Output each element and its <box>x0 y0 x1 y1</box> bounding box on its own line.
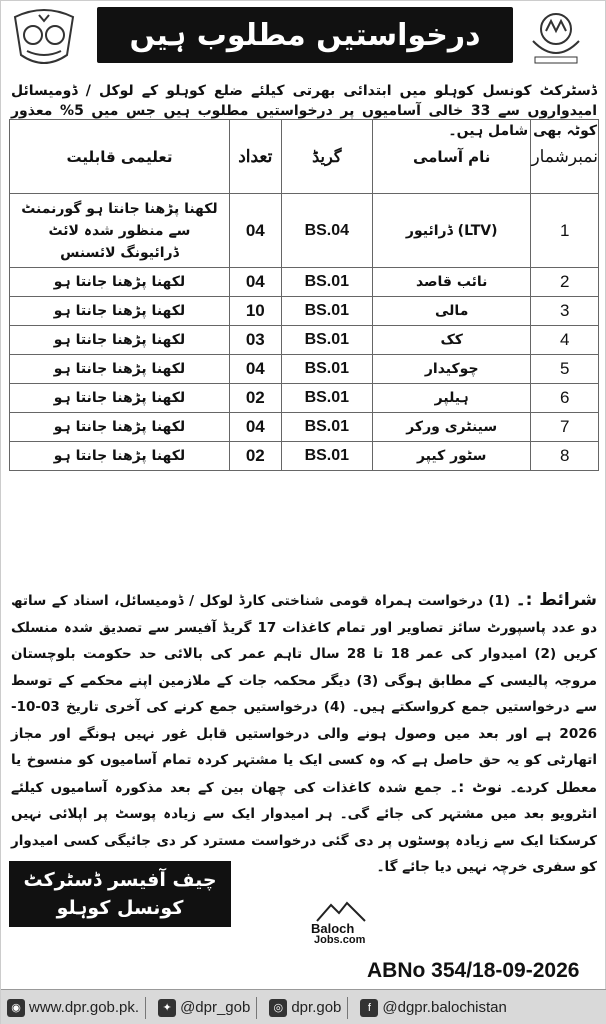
cell-post: ہیلپر <box>372 384 530 413</box>
cell-count: 04 <box>229 268 281 297</box>
cell-sno: 5 <box>531 355 599 384</box>
cell-education: لکھنا پڑھنا جانتا ہو <box>10 413 230 442</box>
cell-grade: BS.01 <box>281 355 372 384</box>
page-title: درخواستیں مطلوب ہیں <box>97 7 513 63</box>
cell-sno: 6 <box>531 384 599 413</box>
table-row <box>10 326 599 355</box>
website-text: www.dpr.gob.pk. <box>29 999 140 1016</box>
cell-sno: 1 <box>531 194 599 268</box>
footer-instagram[interactable] <box>269 999 341 1017</box>
facebook-text: @dgpr.balochistan <box>382 999 507 1016</box>
cell-count: 02 <box>229 384 281 413</box>
cell-education: لکھنا پڑھنا جانتا ہو <box>10 442 230 471</box>
cell-post: سٹور کیپر <box>372 442 530 471</box>
header-grade: گریڈ <box>281 120 372 194</box>
table-row <box>10 355 599 384</box>
cell-count: 10 <box>229 297 281 326</box>
header-education: تعلیمی قابلیت <box>10 120 230 194</box>
ad-number: ABNo 354/18-09-2026 <box>367 959 580 982</box>
table-row <box>10 442 599 471</box>
footer-facebook[interactable] <box>360 999 506 1017</box>
table-row <box>10 194 599 268</box>
cell-grade: BS.01 <box>281 413 372 442</box>
cell-grade: BS.01 <box>281 268 372 297</box>
header-post: نام آسامی <box>372 120 530 194</box>
district-emblem-icon <box>9 7 79 69</box>
intro-paragraph: ڈسٹرکٹ کونسل کوہلو میں ابتدائی بھرتی کیلئے ضلع کوہلو کے لوکل / ڈومیسائل امیدواروں سے 33 خالی آسامیوں پر درخواستیں مطلوب ہیں جس میں 5% معذور کوٹہ بھی شامل ہیں۔ <box>11 83 598 139</box>
cell-post: نائب قاصد <box>372 268 530 297</box>
note-text: جمع شدہ کاغذات کی چھان بین کے بعد مذکورہ آسامیوں کیلئے انٹرویو بعد میں مشتہر کی جائے گی۔ ہر امیدوار ایک سے زیادہ پوسٹ پر اپلائی نہیں کرسکتا ایک سے زیادہ پوسٹوں پر دی گئی درخواست مسترد کر دی جائیگی کسی امیدوار کو سفری خرچہ نہیں دیا جائے گا۔ <box>11 779 597 875</box>
table-row <box>10 384 599 413</box>
twitter-text: @dpr_gob <box>180 999 251 1016</box>
table-row <box>10 297 599 326</box>
cell-education: لکھنا پڑھنا جانتا ہو <box>10 355 230 384</box>
table-header-row <box>10 120 599 194</box>
cell-post: مالی <box>372 297 530 326</box>
note-label: نوٹ :۔ <box>449 777 503 796</box>
twitter-icon: ✦ <box>158 999 176 1017</box>
footer-divider <box>347 997 348 1019</box>
conditions-text: (1) درخواست ہمراہ قومی شناختی کارڈ لوکل / ڈومیسائل، اسناد کے ساتھ دو عدد پاسپورٹ سائز تصاویر اور تمام کاغذات 17 گریڈ آفیسر سے تصدیق شدہ منسلک کریں (2) امیدوار کی عمر 18 تا 28 سال تاہم عمر کی بالائی حد حکومت بلوچستان مروجہ پالیسی کے مطابق ہوگی (3) دیگر محکمہ جات کے ملازمین اپنے محکمے کے توسط سے درخواستیں جمع کرواسکتے ہیں۔ (4) درخواستیں جمع کرنے کی آخری تاریخ 03-10-2026 ہے اور بعد میں وصول ہونے والی درخواستیں قابل غور نہیں ہونگے اور مجاز اتھارٹی کو یہ حق حاصل ہے کہ وہ کسی ایک یا مشتہر کردہ تمام آسامیوں کو منسوخ یا معطل کردے۔ <box>11 593 597 796</box>
table-row <box>10 413 599 442</box>
signature-line-1: چیف آفیسر ڈسٹرکٹ <box>23 869 217 891</box>
cell-sno: 8 <box>531 442 599 471</box>
header-count: تعداد <box>229 120 281 194</box>
signature-block <box>9 861 231 927</box>
footer-divider <box>256 997 257 1019</box>
watermark-line-2: Jobs.com <box>314 934 366 946</box>
footer-twitter[interactable] <box>158 999 250 1017</box>
header-sno: نمبرشمار <box>531 120 599 194</box>
cell-count: 02 <box>229 442 281 471</box>
conditions-label: شرائط :۔ <box>515 590 597 610</box>
cell-grade: BS.01 <box>281 442 372 471</box>
footer-divider <box>145 997 146 1019</box>
cell-sno: 2 <box>531 268 599 297</box>
cell-count: 04 <box>229 355 281 384</box>
cell-sno: 3 <box>531 297 599 326</box>
facebook-icon: f <box>360 999 378 1017</box>
footer-bar <box>1 989 606 1024</box>
cell-count: 03 <box>229 326 281 355</box>
cell-sno: 7 <box>531 413 599 442</box>
signature-line-2: کونسل کوہلو <box>56 897 184 919</box>
cell-sno: 4 <box>531 326 599 355</box>
conditions-section <box>11 587 597 881</box>
cell-post: کک <box>372 326 530 355</box>
cell-post: (LTV) ڈرائیور <box>372 194 530 268</box>
cell-education: لکھنا پڑھنا جانتا ہو <box>10 384 230 413</box>
header <box>1 1 606 75</box>
balochistan-emblem-icon <box>521 7 591 69</box>
instagram-text: dpr.gob <box>291 999 342 1016</box>
watermark-line-1: Baloch <box>311 921 355 936</box>
instagram-icon: ◎ <box>269 999 287 1017</box>
cell-education: لکھنا پڑھنا جانتا ہو <box>10 268 230 297</box>
cell-grade: BS.01 <box>281 384 372 413</box>
cell-grade: BS.01 <box>281 326 372 355</box>
cell-grade: BS.04 <box>281 194 372 268</box>
cell-count: 04 <box>229 413 281 442</box>
cell-education: لکھنا پڑھنا جانتا ہو <box>10 297 230 326</box>
footer-website[interactable] <box>7 999 139 1017</box>
globe-icon: ◉ <box>7 999 25 1017</box>
vacancies-table <box>9 119 599 471</box>
cell-education: لکھنا پڑھنا جانتا ہو گورنمنٹ سے منظور شدہ لائٹ ڈرائیونگ لائسنس <box>10 194 230 268</box>
cell-post: سینٹری ورکر <box>372 413 530 442</box>
table-row <box>10 268 599 297</box>
cell-education: لکھنا پڑھنا جانتا ہو <box>10 326 230 355</box>
cell-post: چوکیدار <box>372 355 530 384</box>
cell-count: 04 <box>229 194 281 268</box>
cell-grade: BS.01 <box>281 297 372 326</box>
